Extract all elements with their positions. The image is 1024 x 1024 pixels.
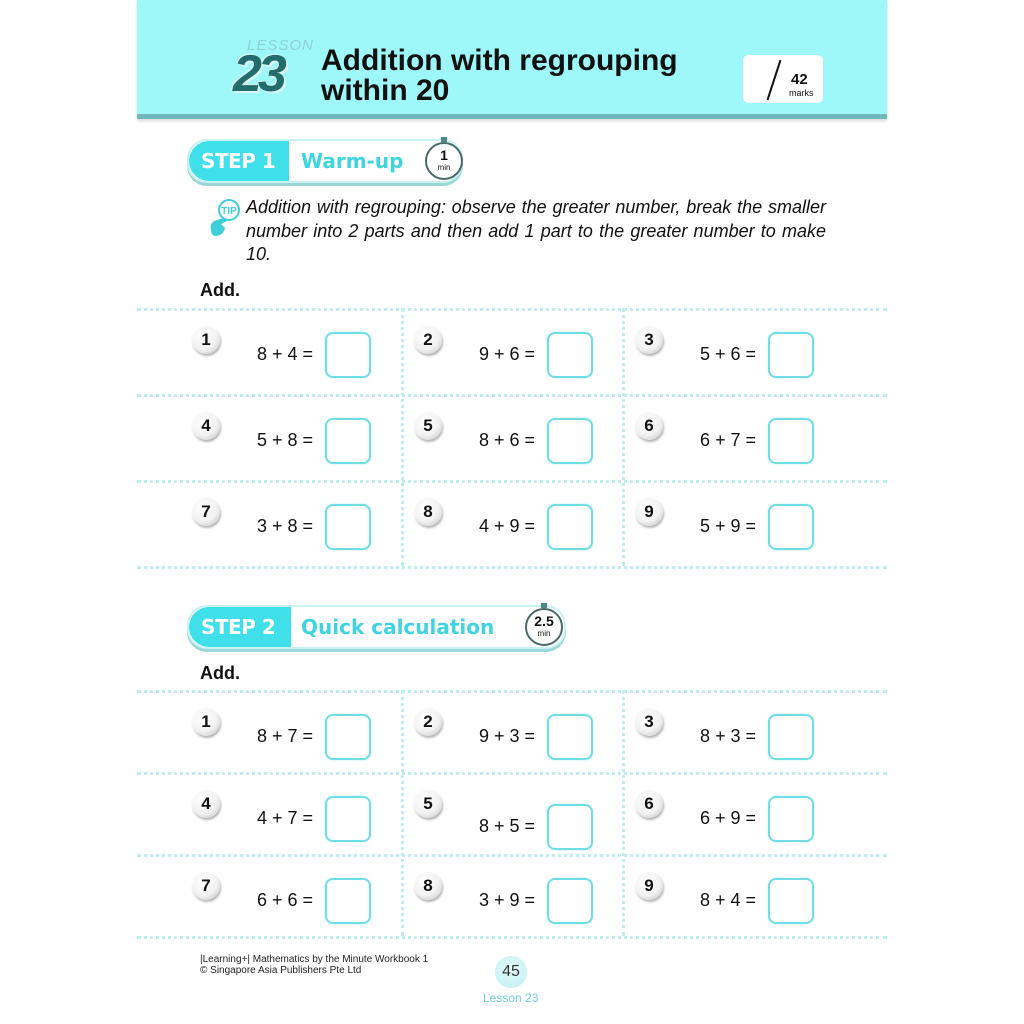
question-item (359, 482, 581, 568)
tip-label: TIP (221, 206, 237, 217)
equation: 9 + 3 = (479, 726, 536, 746)
page-header (137, 0, 887, 119)
equation: 5 + 9 = (700, 516, 757, 536)
equation: 8 + 4 = (700, 890, 757, 910)
question-number-badge: 2 (414, 708, 442, 736)
question-item (137, 396, 359, 482)
question-number-badge: 4 (192, 790, 220, 818)
question-item (137, 310, 359, 396)
question-item (580, 482, 802, 568)
timer-knob (441, 137, 447, 142)
question-item (137, 856, 359, 938)
question-number-badge: 5 (414, 790, 442, 818)
equation: 9 + 6 = (479, 344, 536, 364)
question-item (137, 774, 359, 856)
step1-timer-unit: min (437, 163, 451, 172)
step2-timer-value: 2.5 (534, 613, 554, 629)
marks-total: 42 (791, 71, 808, 88)
step2-tag: STEP 2 (189, 607, 291, 647)
step1-timer-value: 1 (440, 147, 448, 163)
title-line-2: within 20 (321, 74, 450, 107)
step2-banner (187, 605, 566, 649)
question-number-badge: 7 (192, 872, 220, 900)
marks-label: marks (789, 88, 814, 98)
marks-box (743, 55, 823, 103)
step1-title: Warm-up (301, 149, 404, 173)
question-number-badge: 1 (192, 708, 220, 736)
question-number-badge: 3 (635, 326, 663, 354)
answer-box[interactable] (768, 796, 814, 842)
tip-hand-icon (207, 198, 241, 238)
question-item (580, 856, 802, 938)
question-number-badge: 1 (192, 326, 220, 354)
question-number-badge: 5 (414, 412, 442, 440)
equation: 8 + 3 = (700, 726, 757, 746)
question-item (580, 774, 802, 856)
equation: 3 + 8 = (257, 516, 314, 536)
equation: 6 + 9 = (700, 808, 757, 828)
equation: 8 + 7 = (257, 726, 314, 746)
question-number-badge: 7 (192, 498, 220, 526)
answer-box[interactable] (768, 878, 814, 924)
equation: 4 + 9 = (479, 516, 536, 536)
lesson-word: LESSON (247, 37, 314, 54)
question-number-badge: 9 (635, 872, 663, 900)
question-number-badge: 4 (192, 412, 220, 440)
equation: 6 + 7 = (700, 430, 757, 450)
workbook-page (137, 0, 887, 1024)
question-item (580, 396, 802, 482)
question-item (580, 310, 802, 396)
answer-box[interactable] (768, 332, 814, 378)
question-number-badge: 3 (635, 708, 663, 736)
equation: 5 + 8 = (257, 430, 314, 450)
equation: 4 + 7 = (257, 808, 314, 828)
step1-instruction: Add. (200, 280, 240, 300)
question-number-badge: 8 (414, 872, 442, 900)
question-number-badge: 6 (635, 790, 663, 818)
equation: 8 + 4 = (257, 344, 314, 364)
question-item (359, 396, 581, 482)
page-number: 45 (495, 956, 527, 988)
question-number-badge: 2 (414, 326, 442, 354)
answer-box[interactable] (768, 714, 814, 760)
title-line-1: Addition with regrouping (321, 44, 678, 77)
step2-title: Quick calculation (301, 615, 495, 639)
question-item (359, 774, 581, 856)
footer-copyright: © Singapore Asia Publishers Pte Ltd (200, 965, 362, 976)
answer-box[interactable] (768, 418, 814, 464)
question-item (359, 856, 581, 938)
page-title (321, 46, 678, 106)
step2-instruction: Add. (200, 663, 240, 683)
lesson-number: 23 (233, 45, 283, 103)
question-item (359, 692, 581, 774)
equation: 8 + 5 = (479, 816, 536, 836)
equation: 3 + 9 = (479, 890, 536, 910)
footer-lesson-label: Lesson 23 (483, 991, 539, 1005)
question-item (137, 482, 359, 568)
marks-slash (767, 60, 782, 101)
equation: 6 + 6 = (257, 890, 314, 910)
question-number-badge: 8 (414, 498, 442, 526)
timer-icon (525, 608, 563, 646)
tip-text: Addition with regrouping: observe the greater number, break the smaller number into 2 parts and then add 1 part to the greater number to make 10. (246, 197, 826, 264)
timer-icon (425, 142, 463, 180)
question-item (580, 692, 802, 774)
question-item (137, 692, 359, 774)
step1-tag: STEP 1 (189, 141, 289, 181)
question-item (359, 310, 581, 396)
answer-box[interactable] (768, 504, 814, 550)
step1-banner (187, 139, 463, 183)
question-number-badge: 9 (635, 498, 663, 526)
step2-timer-unit: min (537, 629, 551, 638)
question-number-badge: 6 (635, 412, 663, 440)
equation: 8 + 6 = (479, 430, 536, 450)
footer-book-title: |Learning+| Mathematics by the Minute Workbook 1 (200, 954, 429, 965)
timer-knob (541, 603, 547, 608)
equation: 5 + 6 = (700, 344, 757, 364)
